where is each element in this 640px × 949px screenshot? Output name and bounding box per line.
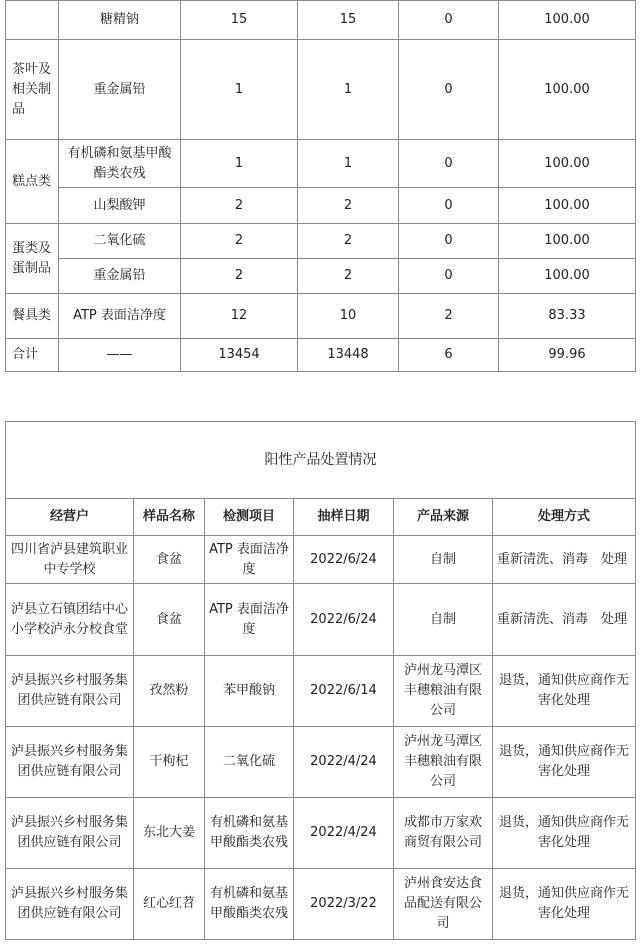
test-cell: 苯甲酸钠	[205, 656, 294, 727]
qualified-cell: 2	[298, 224, 399, 259]
sampled-cell: 1	[181, 140, 298, 188]
item-cell: 有机磷和氨基甲酸酯类农残	[59, 140, 181, 188]
operator-cell: 泸县振兴乡村服务集团供应链有限公司	[6, 798, 134, 869]
operator-cell: 泸县振兴乡村服务集团供应链有限公司	[6, 656, 134, 727]
source-cell: 自制	[394, 584, 493, 656]
unqualified-cell: 0	[399, 188, 499, 224]
operator-cell: 泸县振兴乡村服务集团供应链有限公司	[6, 727, 134, 798]
sampled-cell: 1	[181, 40, 298, 140]
category-cell: 糕点类	[6, 140, 59, 224]
date-cell: 2022/6/24	[294, 536, 394, 584]
category-cell	[6, 1, 59, 40]
item-cell: 糖精钠	[59, 1, 181, 40]
table-row	[6, 40, 636, 140]
test-cell: 二氧化硫	[205, 727, 294, 798]
inspection-stats-table	[5, 0, 636, 372]
table-row	[6, 536, 636, 584]
date-cell: 2022/3/22	[294, 869, 394, 940]
header-operator: 经营户	[6, 499, 134, 536]
rate-cell: 100.00	[499, 140, 636, 188]
table-row	[6, 727, 636, 798]
item-cell: 山梨酸钾	[59, 188, 181, 224]
sampled-cell: 12	[181, 294, 298, 339]
date-cell: 2022/4/24	[294, 727, 394, 798]
operator-cell: 泸县振兴乡村服务集团供应链有限公司	[6, 869, 134, 940]
rate-cell: 100.00	[499, 1, 636, 40]
rate-cell: 100.00	[499, 224, 636, 259]
unqualified-cell: 0	[399, 140, 499, 188]
sampled-cell: 2	[181, 188, 298, 224]
source-cell: 泸州龙马潭区丰穗粮油有限公司	[394, 727, 493, 798]
table-row	[6, 140, 636, 188]
test-cell: 有机磷和氨基甲酸酯类农残	[205, 798, 294, 869]
category-cell: 餐具类	[6, 294, 59, 339]
qualified-cell: 2	[298, 259, 399, 294]
sample-cell: 孜然粉	[134, 656, 205, 727]
title-row	[6, 422, 636, 499]
table-row	[6, 224, 636, 259]
sampled-cell: 2	[181, 259, 298, 294]
sample-cell: 食盆	[134, 584, 205, 656]
qualified-cell: 15	[298, 1, 399, 40]
date-cell: 2022/6/14	[294, 656, 394, 727]
table-row	[6, 656, 636, 727]
rate-cell: 100.00	[499, 259, 636, 294]
handling-cell: 重新清洗、消毒 处理	[493, 584, 636, 656]
qualified-cell: 2	[298, 188, 399, 224]
header-row	[6, 499, 636, 536]
rate-cell: 99.96	[499, 339, 636, 372]
header-test: 检测项目	[205, 499, 294, 536]
header-sample: 样品名称	[134, 499, 205, 536]
total-label: 合计	[6, 339, 59, 372]
handling-cell: 重新清洗、消毒 处理	[493, 536, 636, 584]
handling-cell: 退货，通知供应商作无害化处理	[493, 798, 636, 869]
test-cell: 有机磷和氨基甲酸酯类农残	[205, 869, 294, 940]
source-cell: 泸州龙马潭区丰穗粮油有限公司	[394, 656, 493, 727]
unqualified-cell: 0	[399, 224, 499, 259]
source-cell: 泸州食安达食品配送有限公司	[394, 869, 493, 940]
table-row	[6, 798, 636, 869]
rate-cell: 100.00	[499, 40, 636, 140]
table-row	[6, 188, 636, 224]
table-row	[6, 259, 636, 294]
total-row	[6, 339, 636, 372]
item-cell: 二氧化硫	[59, 224, 181, 259]
unqualified-cell: 0	[399, 40, 499, 140]
table-title: 阳性产品处置情况	[6, 422, 636, 499]
sample-cell: 东北大姜	[134, 798, 205, 869]
header-handling: 处理方式	[493, 499, 636, 536]
test-cell: ATP 表面洁净度	[205, 584, 294, 656]
category-cell: 茶叶及相关制品	[6, 40, 59, 140]
unqualified-cell: 0	[399, 1, 499, 40]
item-cell: ——	[59, 339, 181, 372]
operator-cell: 四川省泸县建筑职业中专学校	[6, 536, 134, 584]
sample-cell: 干枸杞	[134, 727, 205, 798]
source-cell: 自制	[394, 536, 493, 584]
header-source: 产品来源	[394, 499, 493, 536]
date-cell: 2022/4/24	[294, 798, 394, 869]
sample-cell: 食盆	[134, 536, 205, 584]
source-cell: 成都市万家欢商贸有限公司	[394, 798, 493, 869]
handling-cell: 退货，通知供应商作无害化处理	[493, 727, 636, 798]
qualified-cell: 1	[298, 140, 399, 188]
qualified-cell: 13448	[298, 339, 399, 372]
qualified-cell: 10	[298, 294, 399, 339]
qualified-cell: 1	[298, 40, 399, 140]
sampled-cell: 2	[181, 224, 298, 259]
sampled-cell: 15	[181, 1, 298, 40]
unqualified-cell: 0	[399, 259, 499, 294]
operator-cell: 泸县立石镇团结中心小学校泸永分校食堂	[6, 584, 134, 656]
unqualified-cell: 6	[399, 339, 499, 372]
item-cell: 重金属铅	[59, 40, 181, 140]
handling-cell: 退货，通知供应商作无害化处理	[493, 869, 636, 940]
rate-cell: 83.33	[499, 294, 636, 339]
test-cell: ATP 表面洁净度	[205, 536, 294, 584]
table-row	[6, 869, 636, 940]
table-row	[6, 294, 636, 339]
sample-cell: 红心红苕	[134, 869, 205, 940]
sampled-cell: 13454	[181, 339, 298, 372]
table-row	[6, 1, 636, 40]
item-cell: ATP 表面洁净度	[59, 294, 181, 339]
header-date: 抽样日期	[294, 499, 394, 536]
date-cell: 2022/6/24	[294, 584, 394, 656]
unqualified-cell: 2	[399, 294, 499, 339]
handling-cell: 退货，通知供应商作无害化处理	[493, 656, 636, 727]
positive-product-disposal-table	[5, 421, 636, 940]
table-row	[6, 584, 636, 656]
item-cell: 重金属铅	[59, 259, 181, 294]
rate-cell: 100.00	[499, 188, 636, 224]
category-cell: 蛋类及蛋制品	[6, 224, 59, 294]
